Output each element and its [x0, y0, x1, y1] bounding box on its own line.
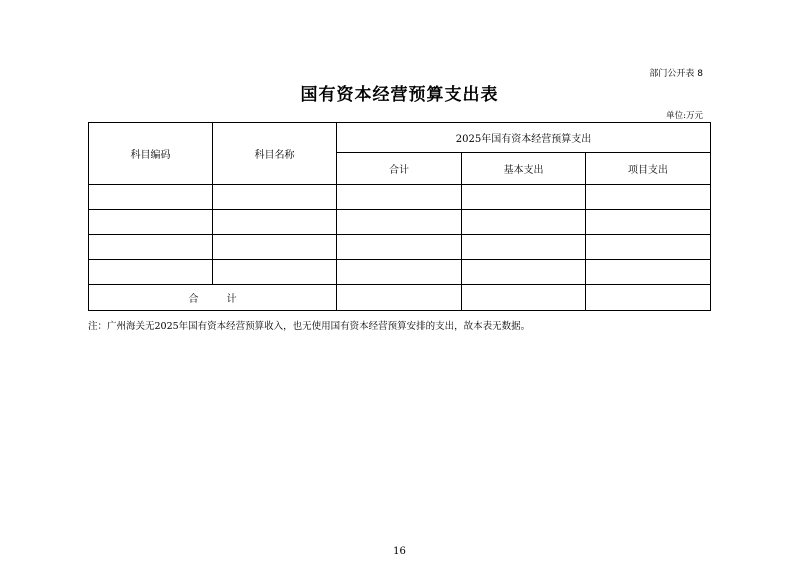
total-row — [89, 285, 711, 311]
footnote: 注：广州海关无2025年国有资本经营预算收入，也无使用国有资本经营预算安排的支出，故本表无数据。 — [88, 321, 531, 332]
table-row — [89, 235, 711, 260]
table-cell — [586, 185, 711, 210]
table-cell — [337, 260, 462, 285]
header-subject-code: 科目编码 — [89, 123, 213, 185]
table-cell — [213, 260, 337, 285]
table-number-label: 部门公开表 8 — [649, 69, 703, 79]
unit-label: 单位:万元 — [666, 111, 703, 121]
table-cell — [462, 285, 586, 311]
budget-table — [88, 122, 711, 311]
table-cell — [89, 210, 213, 235]
table-cell — [586, 235, 711, 260]
table-cell — [89, 235, 213, 260]
table-cell — [337, 210, 462, 235]
page-number: 16 — [393, 546, 406, 557]
table-cell — [89, 260, 213, 285]
table-cell — [213, 235, 337, 260]
header-basic-expenditure: 基本支出 — [462, 153, 586, 185]
header-row-1 — [89, 123, 711, 153]
header-total: 合计 — [337, 153, 462, 185]
table-cell — [213, 185, 337, 210]
table-cell — [462, 235, 586, 260]
table-row — [89, 210, 711, 235]
table-cell — [462, 260, 586, 285]
table-cell — [213, 210, 337, 235]
table-cell — [89, 185, 213, 210]
table-row — [89, 185, 711, 210]
table-cell — [586, 285, 711, 311]
table-cell — [462, 210, 586, 235]
header-budget-group: 2025年国有资本经营预算支出 — [337, 123, 711, 153]
table-cell — [586, 260, 711, 285]
table-cell — [337, 185, 462, 210]
table-cell — [337, 285, 462, 311]
total-label-text: 合计 — [188, 294, 265, 305]
header-subject-name: 科目名称 — [213, 123, 337, 185]
table-cell — [586, 210, 711, 235]
table-cell — [337, 235, 462, 260]
total-row-label — [89, 285, 337, 311]
header-project-expenditure: 项目支出 — [586, 153, 711, 185]
table-cell — [462, 185, 586, 210]
table-row — [89, 260, 711, 285]
page-title: 国有资本经营预算支出表 — [300, 85, 499, 105]
